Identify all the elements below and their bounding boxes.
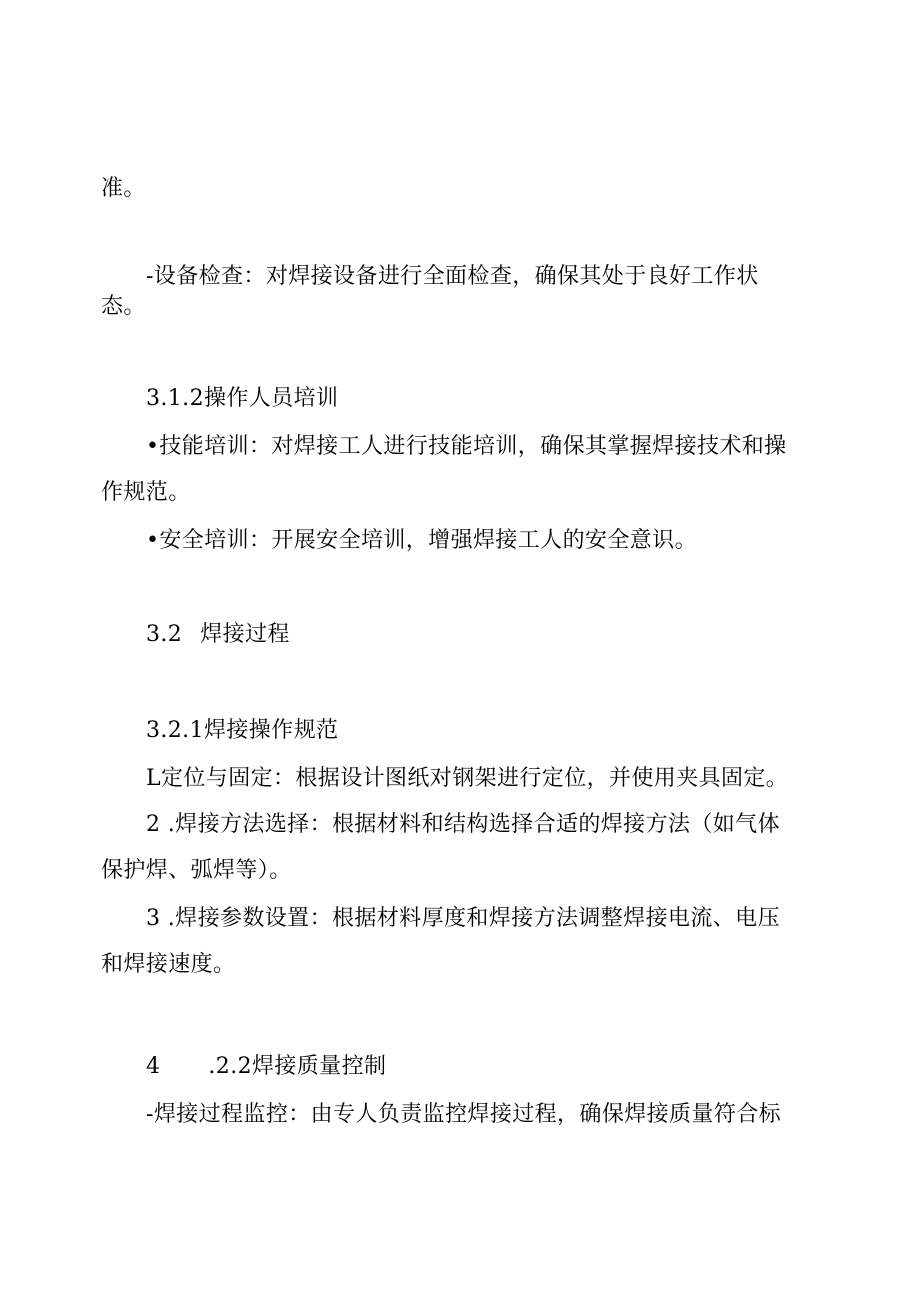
skill-training-line-1: •技能培训：对焊接工人进行技能培训，确保其掌握焊接技术和操 xyxy=(146,434,787,459)
safety-training-line: •安全培训：开展安全培训，增强焊接工人的安全意识。 xyxy=(146,528,697,553)
skill-training-line-2: 作规范。 xyxy=(101,480,191,505)
heading-3-2-title: 焊接过程 xyxy=(200,622,290,647)
step-3-line-1: 3 .焊接参数设置：根据材料厚度和焊接方法调整焊接电流、电压 xyxy=(146,906,780,931)
heading-3-2-2 xyxy=(146,1052,386,1082)
heading-3-2-2-number: 4 xyxy=(146,1054,161,1079)
step-2-line-1: 2 .焊接方法选择：根据材料和结构选择合适的焊接方法（如气体 xyxy=(146,812,780,837)
heading-3-2-2-title: .2.2焊接质量控制 xyxy=(208,1054,387,1079)
paragraph-continuation-tail: 准。 xyxy=(101,176,146,201)
heading-3-2-number: 3.2 xyxy=(146,622,183,647)
heading-3-2 xyxy=(146,620,290,650)
process-monitor-line-1: -焊接过程监控：由专人负责监控焊接过程，确保焊接质量符合标 xyxy=(146,1102,782,1127)
step-2-line-2: 保护焊、弧焊等）。 xyxy=(101,858,292,883)
step-1-line: L定位与固定：根据设计图纸对钢架进行定位，并使用夹具固定。 xyxy=(146,766,789,791)
step-3-line-2: 和焊接速度。 xyxy=(101,952,236,977)
equipment-check-line-2: 态。 xyxy=(101,294,146,319)
heading-3-2-1: 3.2.1焊接操作规范 xyxy=(146,718,339,743)
heading-3-1-2: 3.1.2操作人员培训 xyxy=(146,386,339,411)
equipment-check-line-1: -设备检查：对焊接设备进行全面检查，确保其处于良好工作状 xyxy=(146,264,759,289)
